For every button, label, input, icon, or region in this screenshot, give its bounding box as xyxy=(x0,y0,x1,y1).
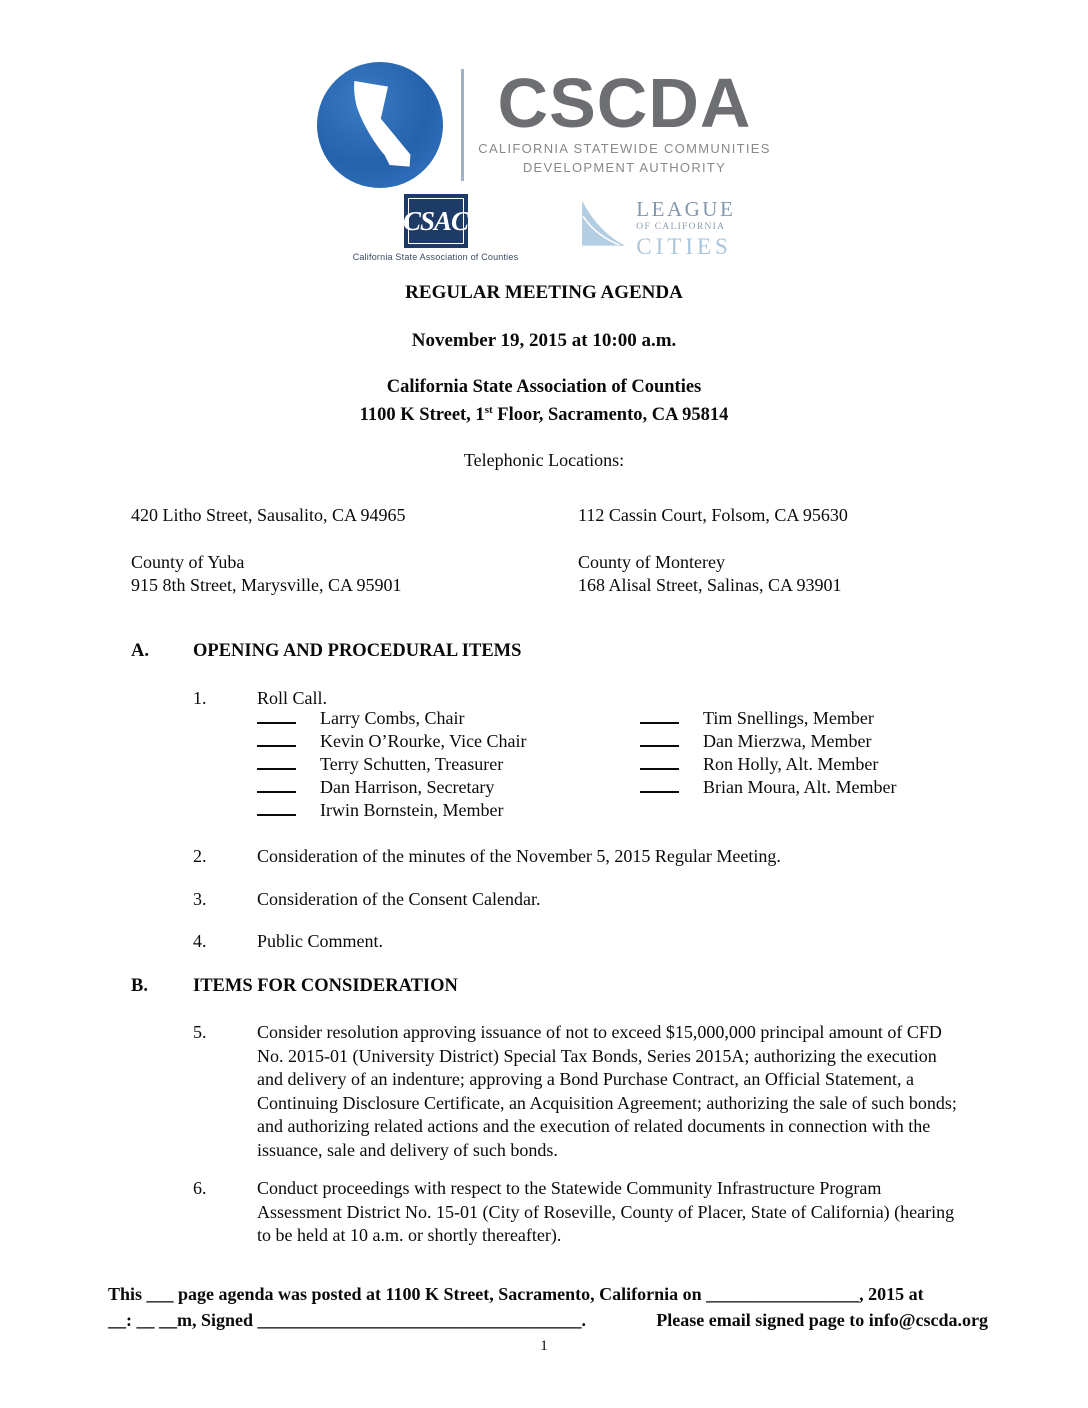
roll-call-row xyxy=(257,708,527,731)
venue-address xyxy=(0,399,1088,427)
roll-call-name: Tim Snellings, Member xyxy=(703,708,874,728)
roll-call-left-column xyxy=(257,708,527,823)
item-text: Consideration of the minutes of the November 5, 2015 Regular Meeting. xyxy=(257,846,781,866)
partner-logos xyxy=(0,194,1088,262)
location-address: 168 Alisal Street, Salinas, CA 93901 xyxy=(578,575,842,595)
roll-call-row xyxy=(640,731,896,754)
item-text: Conduct proceedings with respect to the Statewide Community Infrastructure Program Assessment District No. 15-01 (City of Roseville, County of Placer, State of California) (hearing to be held at 10 a.m. or shortly thereafter). xyxy=(257,1178,955,1245)
locations-right-column xyxy=(578,504,848,597)
signature-blank-line xyxy=(257,732,296,747)
item-text: Roll Call. xyxy=(257,688,328,708)
roll-call-row xyxy=(640,708,896,731)
item-text: Public Comment. xyxy=(257,931,383,951)
roll-call-row xyxy=(257,777,527,800)
league-text-line3: CITIES xyxy=(636,233,732,259)
footer-line1: This ___ page agenda was posted at 1100 K Street, Sacramento, California on _________________, 2015 at xyxy=(108,1284,924,1304)
meeting-datetime: November 19, 2015 at 10:00 a.m. xyxy=(411,330,677,351)
league-of-california-cities-logo xyxy=(576,194,735,258)
roll-call-row xyxy=(640,777,896,800)
logo-text xyxy=(478,64,771,178)
roll-call-name: Dan Mierzwa, Member xyxy=(703,731,872,751)
california-globe-icon xyxy=(317,62,443,188)
section-a-letter: A. xyxy=(131,641,149,661)
csac-logo xyxy=(353,194,519,262)
venue-name: California State Association of Counties xyxy=(386,377,702,397)
roll-call-name: Irwin Bornstein, Member xyxy=(320,800,504,820)
cscda-logo xyxy=(0,62,1088,188)
roll-call-row xyxy=(257,754,527,777)
section-a-title: OPENING AND PROCEDURAL ITEMS xyxy=(193,641,522,661)
roll-call-name: Terry Schutten, Treasurer xyxy=(320,754,504,774)
roll-call-right-column xyxy=(640,708,896,800)
signature-blank-line xyxy=(257,709,296,724)
venue-address-post: Floor, Sacramento, CA 95814 xyxy=(492,405,729,426)
location-county: County of Yuba xyxy=(131,552,245,572)
roll-call-row xyxy=(257,800,527,823)
item-number: 3. xyxy=(193,889,207,909)
venue-address-superscript: st xyxy=(484,404,493,416)
section-b-letter: B. xyxy=(131,976,148,996)
logo-divider xyxy=(461,69,464,181)
california-map-icon xyxy=(340,75,420,175)
item-number: 6. xyxy=(193,1178,207,1198)
location-address: 915 8th Street, Marysville, CA 95901 xyxy=(131,575,402,595)
csac-logo-inner-border xyxy=(402,198,469,244)
logo-acronym: CSCDA xyxy=(497,64,752,143)
location-address: 112 Cassin Court, Folsom, CA 95630 xyxy=(578,505,848,525)
signature-blank-line xyxy=(640,709,679,724)
location-address: 420 Litho Street, Sausalito, CA 94965 xyxy=(131,505,406,525)
signature-blank-line xyxy=(257,801,296,816)
item-number: 1. xyxy=(193,688,207,708)
league-text-line1: LEAGUE xyxy=(636,197,736,221)
roll-call-row xyxy=(257,731,527,754)
league-logo-text xyxy=(636,196,735,258)
location-county: County of Monterey xyxy=(578,552,725,572)
signature-blank-line xyxy=(640,732,679,747)
page-number: 1 xyxy=(540,1338,548,1354)
csac-caption: California State Association of Counties xyxy=(352,252,519,262)
league-text-line2: OF CALIFORNIA xyxy=(636,222,726,232)
signature-blank-line xyxy=(257,778,296,793)
item-text: Consideration of the Consent Calendar. xyxy=(257,889,541,909)
roll-call-row xyxy=(640,754,896,777)
signature-blank-line xyxy=(257,755,296,770)
footer-email-note: Please email signed page to info@cscda.org xyxy=(656,1310,988,1330)
item-text: Consider resolution approving issuance of not to exceed $15,000,000 principal amount of CFD No. 2015-01 (University District) Special Tax Bonds, Series 2015A; authorizing the execution and delivery of an indenture; approving a Bond Purchase Contract, an Official Statement, a Continuing Disclosure Certificate, an Acquisition Agreement; authorizing the sale of such bonds; and authorizing related actions and the execution of related documents in connection with the issuance, sale and delivery of such bonds. xyxy=(257,1022,957,1160)
logo-subtitle-line2: DEVELOPMENT AUTHORITY xyxy=(522,160,727,175)
signature-blank-line xyxy=(640,778,679,793)
logo-subtitle-line1: CALIFORNIA STATEWIDE COMMUNITIES xyxy=(478,141,771,157)
signature-blank-line xyxy=(640,755,679,770)
csac-acronym: CSAC xyxy=(402,205,469,236)
title-block xyxy=(0,282,1088,471)
telephonic-locations-label: Telephonic Locations: xyxy=(463,450,625,471)
locations-left-column xyxy=(131,504,406,597)
footer-line2 xyxy=(108,1307,988,1333)
posting-certification-footer xyxy=(108,1281,988,1333)
roll-call-name: Larry Combs, Chair xyxy=(320,708,465,728)
venue-address-pre: 1100 K Street, 1 xyxy=(359,405,485,426)
roll-call-name: Kevin O’Rourke, Vice Chair xyxy=(320,731,527,751)
section-b-title: ITEMS FOR CONSIDERATION xyxy=(193,976,458,996)
item-number: 5. xyxy=(193,1022,207,1042)
document-title: REGULAR MEETING AGENDA xyxy=(405,282,683,303)
roll-call-name: Ron Holly, Alt. Member xyxy=(703,754,879,774)
roll-call-name: Dan Harrison, Secretary xyxy=(320,777,495,797)
item-number: 4. xyxy=(193,931,207,951)
league-swoosh-icon xyxy=(576,196,628,257)
roll-call-name: Brian Moura, Alt. Member xyxy=(703,777,897,797)
item-number: 2. xyxy=(193,846,207,866)
csac-logo-icon xyxy=(404,194,468,248)
footer-signed-blank: __: __ __m, Signed ____________________________________. xyxy=(108,1310,587,1330)
